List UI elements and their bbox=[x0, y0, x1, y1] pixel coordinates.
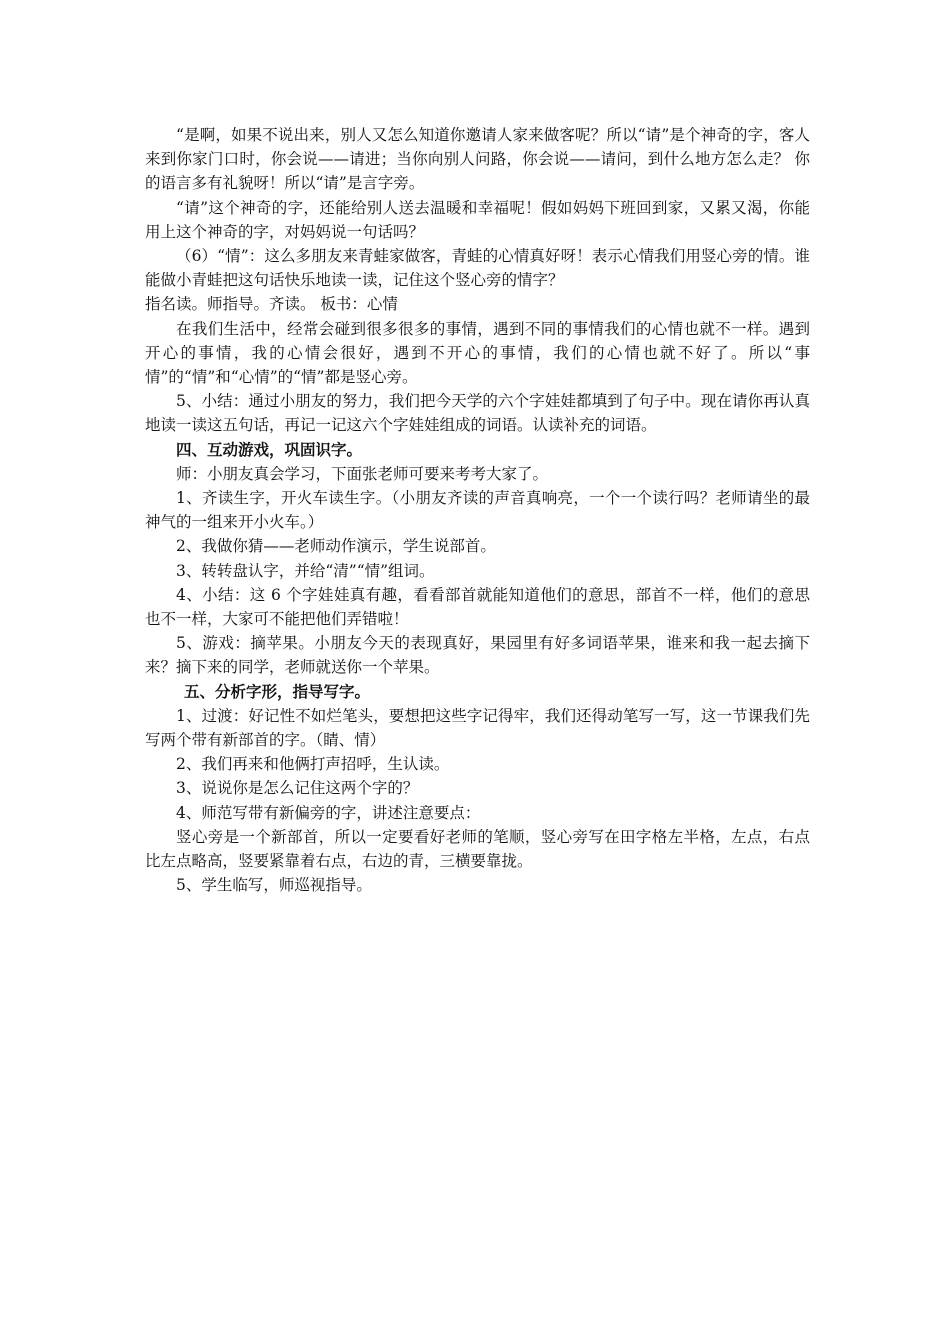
list-item-apple-game: 5、游戏：摘苹果。小朋友今天的表现真好，果园里有好多词语苹果，谁来和我一起去摘下来？摘下来的同学，老师就送你一个苹果。 bbox=[145, 634, 810, 677]
paragraph-radical-notes: 竖心旁是一个新部首，所以一定要看好老师的笔顺，竖心旁写在田字格左半格，左点，右点比左点略高，竖要紧靠着右点，右边的青，三横要靠拢。 bbox=[145, 827, 810, 871]
list-item-student-practice: 5、学生临写，师巡视指导。 bbox=[176, 876, 372, 895]
list-item-turntable: 3、转转盘认字，并给“清”“情”组词。 bbox=[176, 561, 435, 580]
lesson-plan-text bbox=[145, 123, 810, 898]
paragraph-qing-heart: （6）“情”：这么多朋友来青蛙家做客，青蛙的心情真好呀！表示心情我们用竖心旁的情。谁能做小青蛙把这句话快乐地读一读，记住这个竖心旁的情字？ bbox=[145, 247, 810, 290]
list-item-greet: 2、我们再来和他俩打声招呼，生认读。 bbox=[176, 755, 450, 774]
list-item-guess: 2、我做你猜——老师动作演示，学生说部首。 bbox=[176, 537, 496, 556]
section-heading-game: 四、互动游戏，巩固识字。 bbox=[176, 439, 363, 459]
paragraph-summary: 5、小结：通过小朋友的努力，我们把今天学的六个字娃娃都填到了句子中。现在请你再认真地读一读这五句话，再记一记这六个字娃娃组成的词语。认读补充的词语。 bbox=[145, 392, 810, 435]
paragraph-life-feelings: 在我们生活中，经常会碰到很多很多的事情，遇到不同的事情我们的心情也就不一样。遇到开心的事情，我的心情会很好，遇到不开心的事情，我们的心情也就不好了。所以“事情”的“情”和“心情”的“情”都是竖心旁。 bbox=[145, 319, 810, 387]
paragraph-intro-qing: “是啊，如果不说出来，别人又怎么知道你邀请人家来做客呢？所以“请”是个神奇的字，客人来到你家门口时，你会说——请进；当你向别人问路，你会说——请问，到什么地方怎么走？ 你的语言多有礼貌呀！所以“请”是言字旁。 bbox=[145, 126, 810, 193]
list-item-summary: 4、小结：这 6 个字娃娃真有趣，看看部首就能知道他们的意思，部首不一样，他们的意思也不一样，大家可不能把他们弄错啦！ bbox=[145, 585, 810, 629]
section-heading-writing: 五、分析字形，指导写字。 bbox=[184, 681, 371, 701]
list-item-demo-writing: 4、师范写带有新偏旁的字，讲述注意要点： bbox=[176, 803, 481, 822]
paragraph-blackboard: 指名读。师指导。齐读。 板书：心情 bbox=[145, 295, 398, 314]
paragraph-qing-warmth: “请”这个神奇的字，还能给别人送去温暖和幸福呢！假如妈妈下班回到家，又累又渴，你能用上这个神奇的字，对妈妈说一句话吗？ bbox=[145, 198, 810, 241]
list-item-remember: 3、说说你是怎么记住这两个字的？ bbox=[176, 779, 419, 798]
paragraph-teacher-intro: 师：小朋友真会学习，下面张老师可要来考考大家了。 bbox=[176, 464, 549, 483]
list-item-read-together: 1、齐读生字，开火车读生字。（小朋友齐读的声音真响亮，一个一个读行吗？老师请坐的最神气的一组来开小火车。） bbox=[145, 489, 810, 532]
list-item-transition: 1、过渡：好记性不如烂笔头，要想把这些字记得牢，我们还得动笔写一写，这一节课我们先写两个带有新部首的字。（睛、情） bbox=[145, 706, 810, 750]
